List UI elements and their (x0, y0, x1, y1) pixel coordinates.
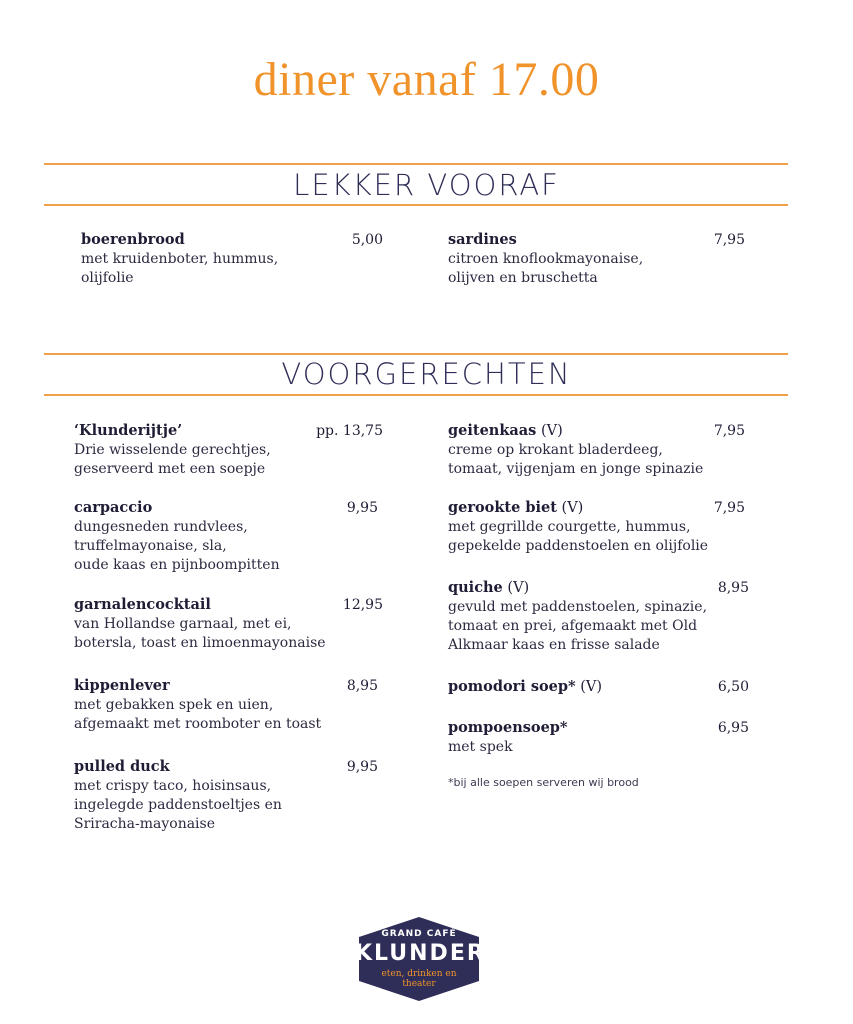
item-price: 7,95 (713, 500, 745, 516)
menu-item (448, 498, 745, 556)
item-description: gevuld met paddenstoelen, spinazie, tomaat en prei, afgemaakt met Old Alkmaar kaas en frisse salade (448, 599, 708, 653)
item-name: ‘Klunderijtje’ (74, 422, 183, 439)
item-name: sardines (448, 231, 517, 248)
menu-item (448, 677, 749, 697)
divider-bottom (44, 394, 788, 396)
logo-subtitle-line: eten, drinken en (381, 969, 457, 979)
item-description: met spek (448, 739, 513, 755)
menu-item (448, 230, 745, 288)
item-name: garnalencocktail (74, 596, 211, 613)
item-tag: (V) (536, 423, 563, 439)
item-price: 9,95 (346, 759, 378, 775)
item-tag: (V) (556, 500, 584, 516)
klunder-logo (355, 915, 486, 1003)
section-title-lekker-vooraf: LEKKER VOORAF (293, 168, 560, 202)
item-name: quiche (448, 579, 503, 596)
item-tag: (V) (575, 679, 603, 695)
logo-main-text: KLUNDER (355, 941, 486, 966)
menu-item (74, 757, 378, 834)
item-price: 8,95 (346, 678, 378, 694)
page-title: diner vanaf 17.00 (253, 53, 600, 106)
divider-top (44, 353, 788, 355)
item-description: creme op krokant bladerdeeg, tomaat, vijgenjam en jonge spinazie (448, 442, 704, 477)
item-price: 7,95 (713, 423, 745, 439)
item-name: boerenbrood (81, 231, 185, 248)
item-name: carpaccio (74, 499, 153, 516)
item-price: 6,50 (717, 679, 749, 695)
item-description: citroen knoflookmayonaise, olijven en bruschetta (448, 251, 644, 286)
item-name: pulled duck (74, 758, 170, 775)
logo-top-text: GRAND CAFÉ (381, 929, 457, 939)
item-price: 8,95 (717, 580, 749, 596)
item-description: van Hollandse garnaal, met ei, botersla, toast en limoenmayonaise (74, 616, 326, 651)
item-price: 9,95 (346, 500, 378, 516)
item-name: pomodori soep* (448, 678, 576, 695)
soup-footnote: *bij alle soepen serveren wij brood (448, 776, 639, 789)
item-description: met crispy taco, hoisinsaus, ingelegde paddenstoeltjes en Sriracha-mayonaise (74, 778, 282, 832)
item-price: pp. 13,75 (316, 423, 383, 439)
menu-item (448, 421, 745, 479)
item-description: Drie wisselende gerechtjes, geserveerd met een soepje (74, 442, 271, 477)
section-title-voorgerechten: VOORGERECHTEN (281, 357, 572, 391)
divider-bottom (44, 204, 788, 206)
logo-subtitle (355, 969, 483, 989)
item-description: met gebakken spek en uien, afgemaakt met roomboter en toast (74, 697, 322, 732)
item-description: dungesneden rundvlees, truffelmayonaise, sla, oude kaas en pijnboompitten (74, 519, 280, 573)
item-name: kippenlever (74, 677, 170, 694)
item-price: 12,95 (342, 597, 383, 613)
menu-item (81, 230, 383, 288)
item-description: met kruidenboter, hummus, olijfolie (81, 251, 279, 286)
menu-item (448, 718, 749, 757)
item-price: 7,95 (713, 232, 745, 248)
menu-item (448, 578, 749, 655)
item-price: 6,95 (717, 720, 749, 736)
menu-item (74, 676, 378, 734)
divider-top (44, 163, 788, 165)
menu-item (74, 595, 383, 653)
menu-item (74, 421, 383, 479)
item-tag: (V) (502, 580, 530, 596)
logo-subtitle-line: theater (402, 979, 436, 989)
item-description: met gegrillde courgette, hummus, gepekelde paddenstoelen en olijfolie (448, 519, 709, 554)
item-name: pompoensoep* (448, 719, 568, 736)
item-name: geitenkaas (448, 422, 537, 439)
item-name: gerookte biet (448, 499, 557, 516)
item-price: 5,00 (351, 232, 383, 248)
menu-item (74, 498, 378, 575)
